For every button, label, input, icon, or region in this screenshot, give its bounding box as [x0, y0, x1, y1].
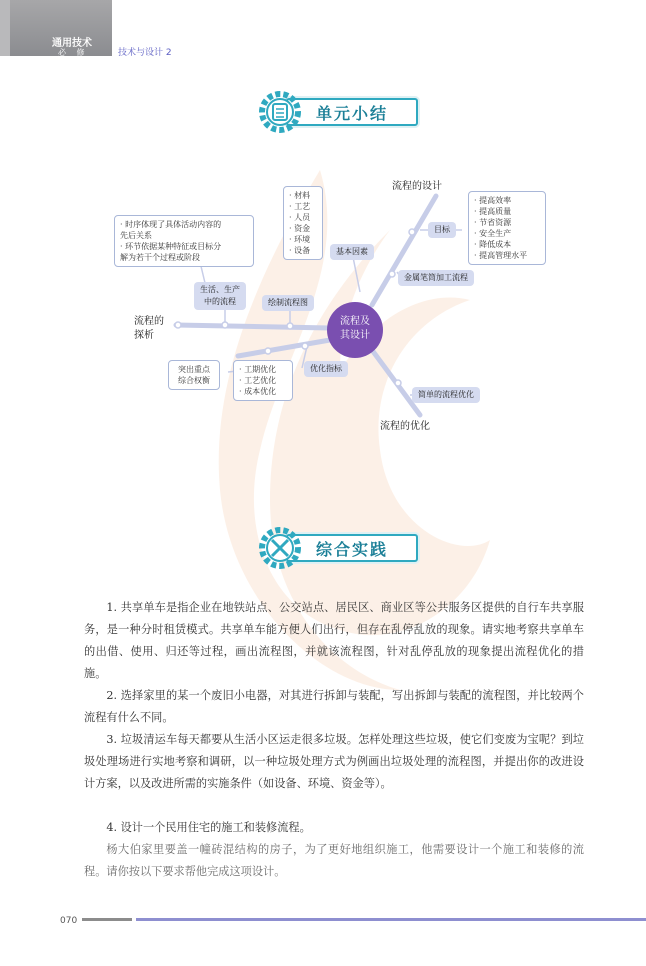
book-name: 技术与设计 2 [118, 48, 172, 58]
mindmap-center-node [327, 302, 383, 358]
explore-desc-box [114, 215, 254, 267]
highlight-box [168, 360, 220, 390]
highlight-line-1: 突出重点 [178, 365, 210, 374]
factors-pill: 基本因素 [330, 244, 374, 260]
explore-desc-line: · 环节依据某种特征或目标分 [120, 242, 222, 251]
explore-desc-line: · 时序体现了具体活动内容的 [120, 220, 222, 229]
indicators-list-box [233, 360, 293, 401]
gear-tools-icon [258, 522, 310, 574]
practice-item-4: 4. 设计一个民用住宅的施工和装修流程。 [106, 821, 311, 834]
practice-banner [258, 528, 428, 568]
metal-process-pill: 金属笔筒加工流程 [398, 270, 474, 286]
goal-pill: 目标 [428, 222, 456, 238]
factor-item: · 人员 [289, 213, 311, 222]
practice-item-3: 3. 垃圾清运车每天都要从生活小区运走很多垃圾。怎样处理这些垃圾，使它们变废为宝呢？到垃圾处理场进行实地考察和调研，以一种垃圾处理方式为例画出垃圾处理的流程图，并提出你的改进设计方案，以及改进所需的实施条件（如设备、环境、资金等）。 [84, 733, 584, 790]
simple-optimize-pill: 简单的流程优化 [412, 387, 480, 403]
life-process-pill [194, 282, 246, 310]
draw-chart-pill: 绘制流程图 [262, 295, 314, 311]
life-pill-line-2: 中的流程 [204, 297, 236, 306]
summary-title: 单元小结 [316, 104, 389, 123]
optimize-label: 流程的优化 [380, 421, 430, 432]
factor-item: · 资金 [289, 224, 311, 233]
footer-rule-gray [82, 918, 132, 921]
goal-item: · 提高效率 [474, 196, 512, 205]
factor-item: · 工艺 [289, 202, 311, 211]
goal-item: · 降低成本 [474, 240, 512, 249]
center-line-2: 其设计 [340, 330, 370, 341]
indicator-item: · 成本优化 [239, 387, 277, 396]
explore-label [134, 315, 164, 343]
factor-item: · 环境 [289, 235, 311, 244]
factor-item: · 材料 [289, 191, 311, 200]
factors-list-box [283, 186, 323, 260]
explore-desc-line: 解为若干个过程或阶段 [120, 253, 200, 262]
life-pill-line-1: 生活、生产 [200, 285, 240, 294]
highlight-line-2: 综合权衡 [178, 376, 210, 385]
indicator-pill: 优化指标 [304, 361, 348, 377]
book-subtitle: 必 修 [58, 48, 89, 57]
practice-item-1: 1. 共享单车是指企业在地铁站点、公交站点、居民区、商业区等公共服务区提供的自行车共享服务，是一种分时租赁模式。共享单车能方便人们出行，但存在乱停乱放的现象。请实地考察共享单车的出借、使用、归还等过程，画出流程图，并就该流程图，针对乱停乱放的现象提出流程优化的措施。 [84, 601, 584, 680]
explore-label-line-2: 探析 [134, 330, 154, 341]
book-title: 通用技术 [52, 38, 92, 49]
explore-label-line-1: 流程的 [134, 316, 164, 327]
center-line-1: 流程及 [340, 316, 370, 327]
indicator-item: · 工期优化 [239, 365, 277, 374]
explore-desc-line: 先后关系 [120, 231, 152, 240]
practice-item-2: 2. 选择家里的某一个废旧小电器，对其进行拆卸与装配，写出拆卸与装配的流程图，并比较两个流程有什么不同。 [84, 689, 584, 724]
practice-title: 综合实践 [316, 540, 389, 559]
indicator-item: · 工艺优化 [239, 376, 277, 385]
footer-rule-purple [136, 918, 646, 921]
goals-list-box [468, 191, 546, 265]
practice-item-4-desc: 杨大伯家里要盖一幢砖混结构的房子，为了更好地组织施工，他需要设计一个施工和装修的流程。请你按以下要求帮他完成这项设计。 [84, 843, 584, 878]
page-number: 070 [60, 916, 78, 926]
goal-item: · 节省资源 [474, 218, 512, 227]
goal-item: · 提高质量 [474, 207, 512, 216]
factor-item: · 设备 [289, 246, 311, 255]
goal-item: · 提高管理水平 [474, 251, 528, 260]
goal-item: · 安全生产 [474, 229, 512, 238]
design-label: 流程的设计 [392, 181, 442, 192]
